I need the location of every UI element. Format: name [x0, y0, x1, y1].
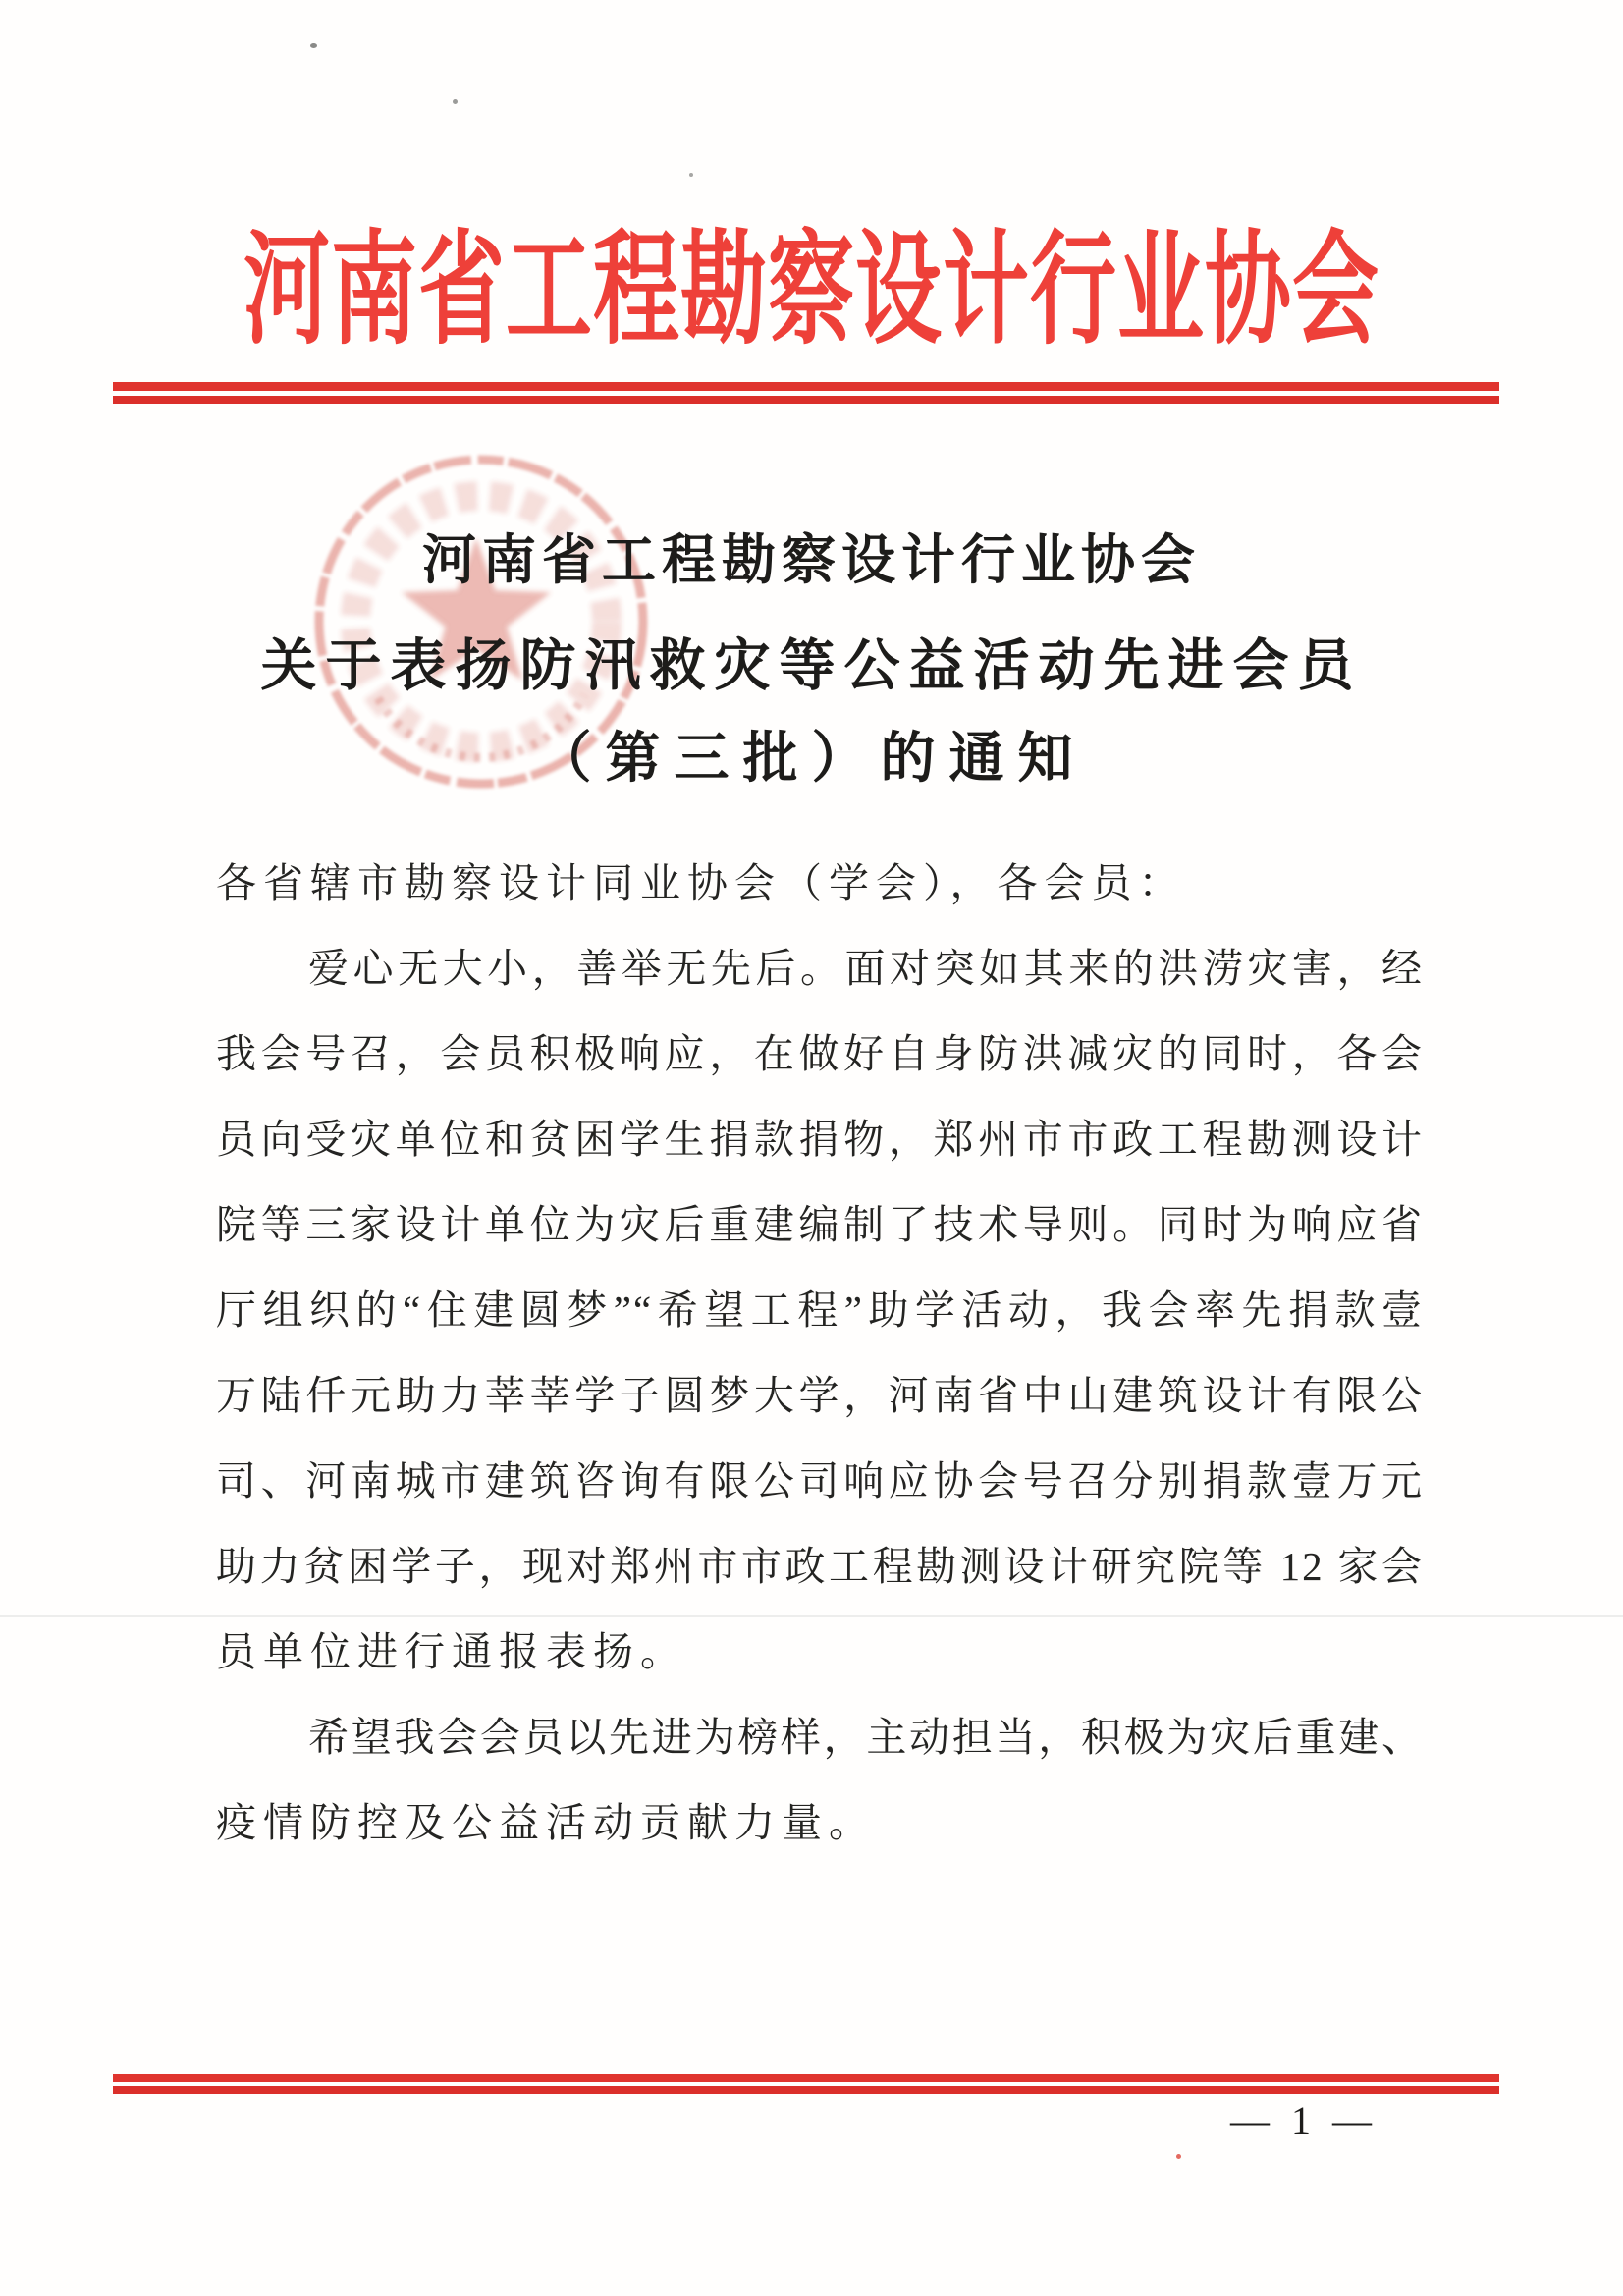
- scan-speck: [689, 173, 693, 177]
- document-title-line-2: 关于表扬防汛救灾等公益活动先进会员: [260, 635, 1363, 697]
- body-line: 厅组织的“住建圆梦”“希望工程”助学活动，我会率先捐款壹: [216, 1287, 1424, 1333]
- body-line: 员向受灾单位和贫困学生捐款捐物，郑州市市政工程勘测设计: [216, 1117, 1424, 1162]
- letterhead-title: 河南省工程勘察设计行业协会: [243, 224, 1380, 360]
- scan-speck: [310, 43, 317, 48]
- body-text: [216, 841, 1424, 1866]
- footer-rule-bottom: [113, 2086, 1499, 2094]
- document-title-line-3: （第三批）的通知: [536, 729, 1087, 790]
- header-rule-top: [113, 382, 1499, 391]
- body-line: 助力贫困学子，现对郑州市市政工程勘测设计研究院等 12 家会: [216, 1544, 1424, 1589]
- body-line: 司、河南城市建筑咨询有限公司响应协会号召分别捐款壹万元: [216, 1458, 1424, 1503]
- body-line: 我会号召，会员积极响应，在做好自身防洪减灾的同时，各会: [216, 1031, 1424, 1076]
- body-line: 希望我会会员以先进为榜样，主动担当，积极为灾后重建、: [308, 1715, 1424, 1760]
- footer-rule-top: [113, 2074, 1499, 2082]
- body-line: 院等三家设计单位为灾后重建编制了技术导则。同时为响应省: [216, 1202, 1424, 1247]
- body-line: 疫情防控及公益活动贡献力量。: [216, 1800, 876, 1845]
- body-line: 万陆仟元助力莘莘学子圆梦大学，河南省中山建筑设计有限公: [216, 1373, 1424, 1418]
- salutation-line: 各省辖市勘察设计同业协会（学会），各会员：: [216, 860, 1186, 905]
- body-line: 爱心无大小，善举无先后。面对突如其来的洪涝灾害，经: [308, 946, 1424, 991]
- scan-speck: [1176, 2154, 1181, 2159]
- body-line: 员单位进行通报表扬。: [216, 1629, 687, 1674]
- page-number: — 1 —: [1230, 2099, 1378, 2143]
- document-title-line-1: 河南省工程勘察设计行业协会: [421, 530, 1201, 590]
- scan-artifact-line: [0, 1615, 1623, 1617]
- header-rule-bottom: [113, 396, 1499, 404]
- scan-speck: [453, 99, 458, 104]
